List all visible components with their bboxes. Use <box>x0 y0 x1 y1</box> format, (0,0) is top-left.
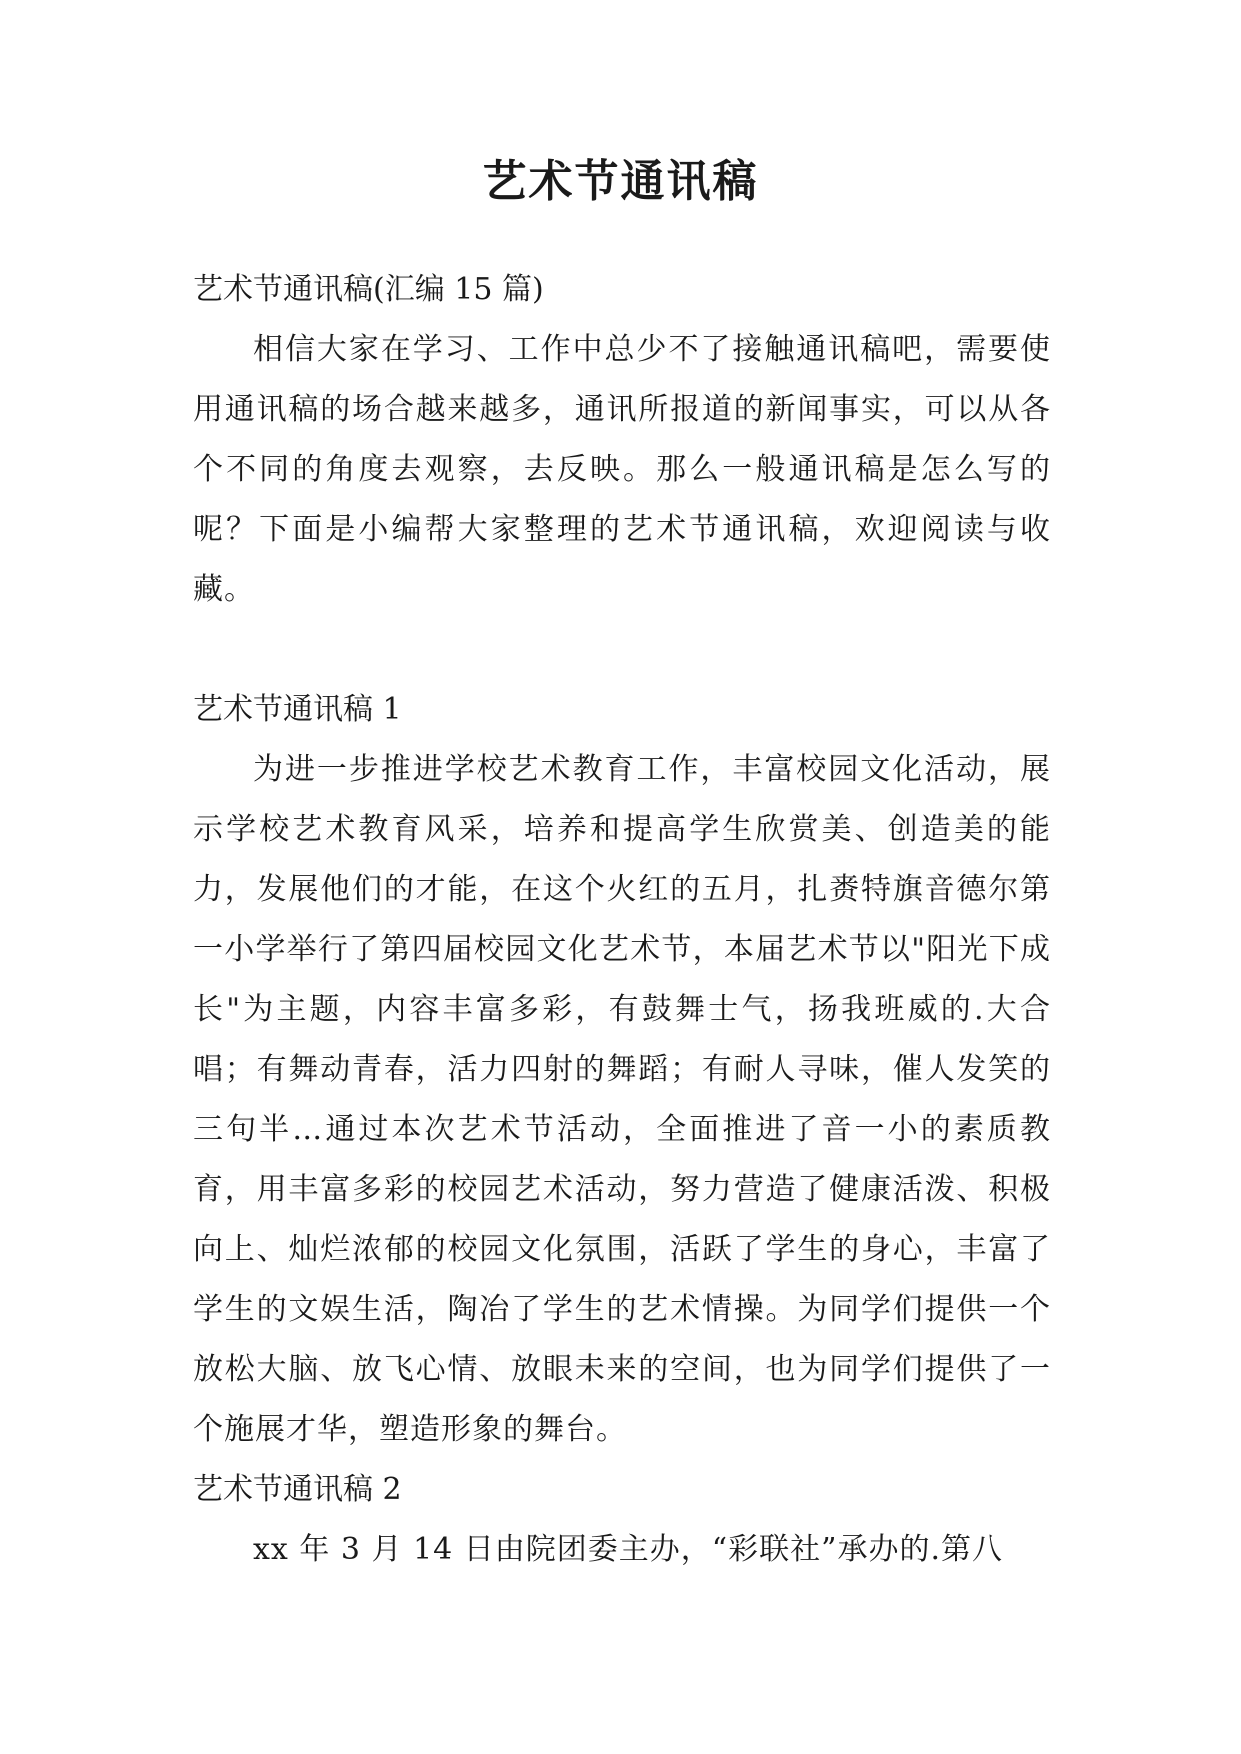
intro-paragraph: 相信大家在学习、工作中总少不了接触通讯稿吧，需要使用通讯稿的场合越来越多，通讯所报道的新闻事实，可以从各个不同的角度去观察，去反映。那么一般通讯稿是怎么写的呢？下面是小编帮大家整理的艺术节通讯稿，欢迎阅读与收藏。 <box>193 332 1051 607</box>
section-body-1: 为进一步推进学校艺术教育工作，丰富校园文化活动，展示学校艺术教育风采，培养和提高学生欣赏美、创造美的能力，发展他们的才能，在这个火红的五月，扎赉特旗音德尔第一小学举行了第四届校园文化艺术节，本届艺术节以"阳光下成长"为主题，内容丰富多彩，有鼓舞士气，扬我班威的.大合唱；有舞动青春，活力四射的舞蹈；有耐人寻味，催人发笑的三句半…通过本次艺术节活动，全面推进了音一小的素质教育，用丰富多彩的校园艺术活动，努力营造了健康活泼、积极向上、灿烂浓郁的校园文化氛围，活跃了学生的身心，丰富了学生的文娱生活，陶冶了学生的艺术情操。为同学们提供一个放松大脑、放飞心情、放眼未来的空间，也为同学们提供了一个施展才华，塑造形象的舞台。 <box>193 752 1051 1447</box>
section-heading-1: 艺术节通讯稿 1 <box>193 692 402 727</box>
section-body-2: xx 年 3 月 14 日由院团委主办，“彩联社”承办的.第八 <box>253 1532 1003 1567</box>
document-title: 艺术节通讯稿 <box>482 156 759 207</box>
document-body <box>193 260 1051 1580</box>
section-spacer <box>193 620 1051 680</box>
document-subtitle: 艺术节通讯稿(汇编 15 篇) <box>193 272 544 307</box>
section-heading-2: 艺术节通讯稿 2 <box>193 1472 402 1507</box>
